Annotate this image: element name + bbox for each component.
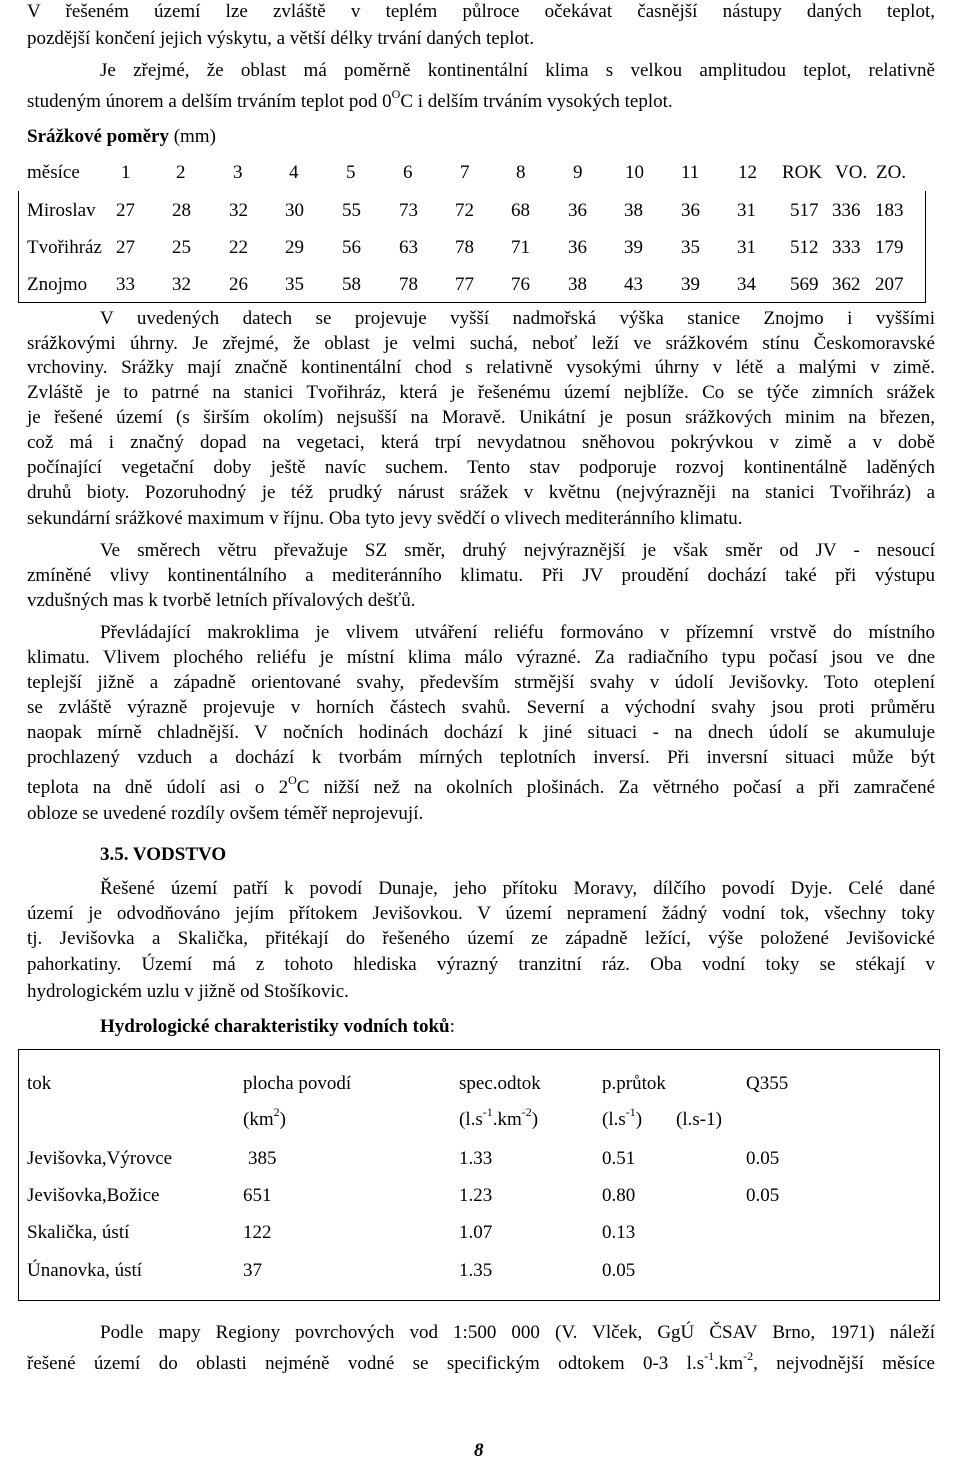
precip-cell: 36	[681, 200, 700, 221]
paragraph-line: hydrologickém uzlu v jižně od Stošíkovic.	[27, 981, 349, 1002]
precip-header-cell: 11	[681, 162, 700, 183]
precip-header-cell: 4	[289, 162, 299, 183]
precip-title-unit: (mm)	[168, 126, 216, 147]
hydro-title-colon: :	[449, 1016, 455, 1037]
precip-cell: Tvořihráz	[27, 237, 102, 258]
precip-header-cell: VO.	[835, 162, 868, 183]
paragraph-line: tj. Jevišovka a Skalička, přitékají do řešeného území ze západně ležící, výše položené Jevišovické	[27, 928, 935, 949]
precip-cell: 31	[737, 237, 756, 258]
text-run: (km	[243, 1109, 274, 1130]
precip-cell: 43	[624, 274, 643, 295]
intro-line	[27, 87, 935, 114]
precip-cell: 55	[342, 200, 361, 221]
hydro-cell: 0.05	[746, 1185, 780, 1206]
precip-header-cell: 8	[516, 162, 526, 183]
paragraph-line: sekundární srážkové maximum v říjnu. Oba tyto jevy svědčí o vlivech mediteránního klimatu.	[27, 508, 743, 529]
text-run: )	[279, 1109, 286, 1130]
precip-cell: 39	[624, 237, 643, 258]
precip-cell: 58	[342, 274, 361, 295]
precip-cell: 183	[875, 200, 904, 221]
paragraph-line: se zvláště výrazně projevuje v horních částech svahů. Severní a východní svahy jsou proti průměru	[27, 697, 935, 718]
precip-cell: 33	[116, 274, 135, 295]
superscript: O	[391, 87, 401, 101]
precip-cell: 35	[681, 237, 700, 258]
hydro-cell: 0.80	[602, 1185, 636, 1206]
precip-cell: 78	[455, 237, 474, 258]
precip-cell: 68	[511, 200, 530, 221]
hydro-cell: 0.05	[602, 1260, 636, 1281]
precip-header-cell: ZO.	[876, 162, 907, 183]
precip-cell: 32	[172, 274, 191, 295]
section-heading: 3.5. VODSTVO	[100, 844, 227, 865]
hydro-unit-cell	[602, 1105, 643, 1132]
paragraph-line: obloze se uvedené rozdíly ovšem téměř neprojevují.	[27, 803, 424, 824]
precip-cell: 72	[455, 200, 474, 221]
text-run: C i delším trváním vysokých teplot.	[400, 91, 673, 112]
precip-cell: 38	[568, 274, 587, 295]
paragraph-line: naopak mírně chladnější. V nočních hodinách dochází k jiné situaci - na dnech údolí se akumuluje	[27, 722, 935, 743]
hydro-cell: 385	[248, 1148, 277, 1169]
precip-cell: 26	[229, 274, 248, 295]
paragraph-line	[27, 1349, 935, 1376]
text-run: (l.s	[602, 1109, 626, 1130]
hydro-unit-cell	[243, 1105, 286, 1132]
paragraph-line: je řešené území (s širším okolím) nejsušší na Moravě. Unikátní je posun srážkových minim na březen,	[27, 407, 935, 428]
precip-cell: 517	[790, 200, 819, 221]
precip-cell: 36	[568, 200, 587, 221]
precip-cell: 31	[737, 200, 756, 221]
precip-cell: 38	[624, 200, 643, 221]
text-run: studeným únorem a delším trváním teplot pod 0	[27, 91, 392, 112]
precip-cell: Znojmo	[27, 274, 88, 295]
hydro-cell: 651	[243, 1185, 272, 1206]
superscript: 2	[273, 1105, 280, 1119]
precip-cell: 32	[229, 200, 248, 221]
paragraph-line: V uvedených datech se projevuje vyšší nadmořská výška stanice Znojmo i vyššími	[100, 308, 935, 329]
hydro-unit-cell	[459, 1105, 539, 1132]
precip-cell: 71	[511, 237, 530, 258]
precip-cell: 78	[399, 274, 418, 295]
hydro-title	[100, 1015, 935, 1039]
hydro-unit-cell: (l.s-1)	[676, 1109, 722, 1130]
precip-header-cell: 1	[121, 162, 131, 183]
precip-header-cell: měsíce	[27, 162, 80, 183]
text-run: teplota na dně údolí asi o 2	[27, 777, 289, 798]
precip-cell: 179	[875, 237, 904, 258]
precip-cell: 73	[399, 200, 418, 221]
precip-cell: 362	[832, 274, 861, 295]
hydro-cell: 1.23	[459, 1185, 493, 1206]
intro-line: V řešeném území lze zvláště v teplém půlroce očekávat časnější nástupy daných teplot,	[27, 1, 935, 22]
hydro-cell: 37	[243, 1260, 262, 1281]
paragraph-line: druhů bioty. Pozoruhodný je též prudký nárust srážek v květnu (nejvýrazněji na stanici Tvořihráz) a	[27, 482, 935, 503]
precip-cell: 28	[172, 200, 191, 221]
hydro-cell: Jevišovka,Výrovce	[27, 1148, 173, 1169]
precip-cell: 27	[116, 200, 135, 221]
hydro-cell: Únanovka, ústí	[27, 1260, 143, 1281]
precip-cell: 77	[455, 274, 474, 295]
hydro-cell: 1.07	[459, 1222, 493, 1243]
paragraph-line: prochlazený vzduch a dochází k tvorbám mírných teplotních inversí. Při inversní situaci může být	[27, 747, 935, 768]
precip-cell: 35	[285, 274, 304, 295]
precip-header-cell: ROK	[782, 162, 823, 183]
paragraph-line: Převládající makroklima je vlivem utváření reliéfu formováno v přízemní vrstvě do místního	[100, 622, 935, 643]
paragraph-line: klimatu. Vlivem plochého reliéfu je místní klima málo výrazné. Za radiačního typu počasí jsou ve dne	[27, 647, 935, 668]
precip-cell: 29	[285, 237, 304, 258]
text-run: )	[635, 1109, 643, 1130]
precip-header-cell: 3	[233, 162, 243, 183]
hydro-header-cell: tok	[27, 1073, 52, 1094]
paragraph-line: území je odvodňováno jejím přítokem Jevišovkou. V území nepramení žádný vodní tok, všechny toky	[27, 903, 935, 924]
hydro-cell: 1.35	[459, 1260, 493, 1281]
superscript: -1	[704, 1349, 715, 1363]
precip-cell: 207	[875, 274, 904, 295]
precip-cell: 512	[790, 237, 819, 258]
paragraph-line: zmíněné vlivy kontinentálního a mediteránního klimatu. Při JV proudění dochází také při výstupu	[27, 565, 935, 586]
text-run: C nižší než na okolních plošinách. Za větrného počasí a při zamračené	[296, 777, 935, 798]
hydro-cell: 0.51	[602, 1148, 636, 1169]
hydro-cell: 0.13	[602, 1222, 636, 1243]
precip-title-text: Srážkové poměry	[27, 126, 169, 147]
superscript: O	[288, 773, 297, 787]
paragraph-line: srážkovými úhrny. Je zřejmé, že oblast je velmi suchá, neboť leží ve srážkovém stínu Českomoravské	[27, 333, 935, 354]
precip-cell: 336	[832, 200, 861, 221]
hydro-header-cell: p.průtok	[602, 1073, 666, 1094]
precip-cell: 569	[790, 274, 819, 295]
paragraph-line: pahorkatiny. Území má z tohoto hlediska výrazný tranzitní ráz. Oba vodní toky se stékají v	[27, 954, 935, 975]
precip-header-cell: 2	[176, 162, 186, 183]
precip-cell: 39	[681, 274, 700, 295]
precip-cell: Miroslav	[27, 200, 96, 221]
text-run: řešené území do oblasti nejméně vodné se specifickým odtokem 0-3 l.s	[27, 1353, 705, 1374]
paragraph-line: což má i značný dopad na vegetaci, která trpí nevydatnou sněhovou pokrývkou v zimě a v době	[27, 432, 935, 453]
paragraph-line: teplejší jižně a západně orientované svahy, především strmější svahy v údolí Jevišovky. Toto oteplení	[27, 672, 935, 693]
superscript: -2	[743, 1349, 754, 1363]
hydro-cell: Skalička, ústí	[27, 1222, 130, 1243]
hydro-title-text: Hydrologické charakteristiky vodních toků	[100, 1016, 450, 1037]
paragraph-line: Zvláště je to patrné na stanici Tvořihráz, která je řešenému území nejblíže. Co se týče zimních srážek	[27, 382, 935, 403]
precip-cell: 30	[285, 200, 304, 221]
paragraph-line	[27, 773, 935, 800]
text-run: )	[531, 1109, 539, 1130]
hydro-cell: 0.05	[746, 1148, 780, 1169]
precip-cell: 27	[116, 237, 135, 258]
precip-cell: 34	[737, 274, 756, 295]
hydro-cell: 1.33	[459, 1148, 493, 1169]
precip-cell: 25	[172, 237, 191, 258]
intro-line: pozdější končení jejich výskytu, a větší délky trvání daných teplot.	[27, 28, 535, 49]
precip-header-cell: 10	[625, 162, 644, 183]
superscript: -1	[482, 1105, 493, 1119]
hydro-header-cell: Q355	[746, 1073, 789, 1094]
page-number: 8	[474, 1440, 484, 1461]
precip-header-cell: 6	[403, 162, 413, 183]
paragraph-line: vrchoviny. Srážky mají značně kontinentální chod s relativně vysokými úhrny v létě a malými v zimě.	[27, 357, 935, 378]
paragraph-line: počínající vegetační doby ještě navíc suchem. Tento stav podporuje rozvoj kontinentálně laděných	[27, 457, 935, 478]
precip-header-cell: 7	[460, 162, 470, 183]
precip-cell: 36	[568, 237, 587, 258]
text-run: , nejvodnější měsíce	[753, 1353, 935, 1374]
precip-header-cell: 12	[738, 162, 757, 183]
intro-line: Je zřejmé, že oblast má poměrně kontinentální klima s velkou amplitudou teplot, relativně	[100, 60, 935, 81]
paragraph-line: Podle mapy Regiony povrchových vod 1:500 000 (V. Vlček, GgÚ ČSAV Brno, 1971) náleží	[100, 1322, 935, 1343]
precip-cell: 333	[832, 237, 861, 258]
precip-cell: 63	[399, 237, 418, 258]
text-run: .km	[714, 1353, 744, 1374]
superscript: -1	[625, 1105, 636, 1119]
text-run: .km	[492, 1109, 522, 1130]
hydro-header-cell: spec.odtok	[459, 1073, 541, 1094]
hydro-cell: 122	[243, 1222, 272, 1243]
precip-cell: 76	[511, 274, 530, 295]
hydro-cell: Jevišovka,Božice	[27, 1185, 160, 1206]
precip-title	[27, 125, 935, 149]
hydro-header-cell: plocha povodí	[243, 1073, 352, 1094]
paragraph-line: Ve směrech větru převažuje SZ směr, druhý nejvýraznější je však směr od JV - nesoucí	[100, 540, 935, 561]
precip-cell: 56	[342, 237, 361, 258]
precip-header-cell: 9	[573, 162, 583, 183]
precip-cell: 22	[229, 237, 248, 258]
precip-header-cell: 5	[346, 162, 356, 183]
paragraph-line: vzdušných mas k tvorbě letních přívalových dešťů.	[27, 590, 416, 611]
superscript: -2	[521, 1105, 532, 1119]
paragraph-line: Řešené území patří k povodí Dunaje, jeho přítoku Moravy, dílčího povodí Dyje. Celé dané	[100, 878, 935, 899]
text-run: (l.s	[459, 1109, 483, 1130]
